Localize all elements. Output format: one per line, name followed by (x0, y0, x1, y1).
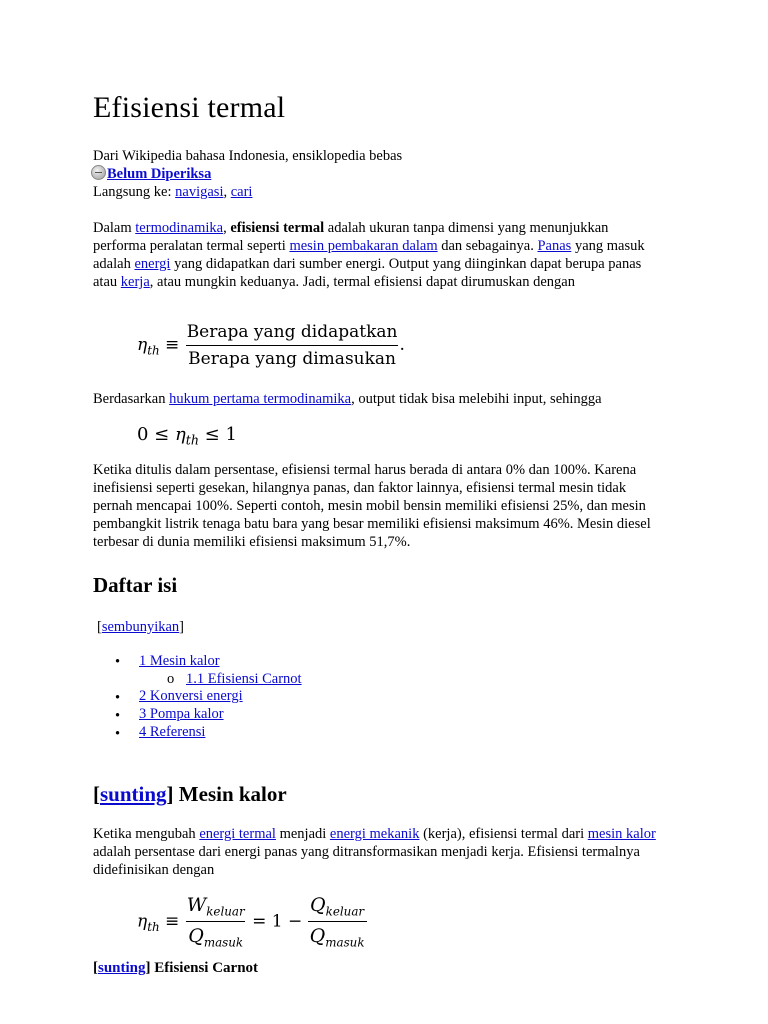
jump-prefix: Langsung ke: (93, 184, 176, 200)
toc-item-efisiensi-carnot[interactable]: 1.1 Efisiensi Carnot (186, 671, 302, 687)
toc-item-referensi[interactable]: 4 Referensi (139, 724, 206, 740)
tagline: Dari Wikipedia bahasa Indonesia, ensiklopedia bebas (93, 148, 403, 164)
link-hukum-pertama[interactable]: hukum pertama termodinamika (169, 391, 352, 407)
toc-bullet: • (115, 654, 121, 670)
formula-heat-engine: $\eta_{th}$ ≡ $\frac{W_{keluar}}{Q_{masuk}}$ = 1 − $\frac{Q_{keluar}}{Q_{masuk}}$ (137, 894, 365, 950)
jump-separator: , (223, 184, 231, 200)
edit-section-link[interactable]: sunting (100, 782, 167, 806)
review-status-icon (91, 165, 106, 180)
review-flag-link[interactable]: Belum Diperiksa (107, 166, 212, 182)
toc-item-mesin-kalor[interactable]: 1 Mesin kalor (139, 653, 220, 669)
paragraph-percentage: Ketika ditulis dalam persentase, efisiensi termal harus berada di antara 0% dan 100%. Karena inefisiensi seperti gesekan, hilangnya panas, dan faktor lainnya, efisiensi termal mesin tidak pernah mencapai 100%. Seperti contoh, mesin mobil bensin memiliki efisiensi 25%, dan mesin pembangkit listrik tenaga batu bara yang besar memiliki efisiensi maksimum 46%. Mesin diesel terbesar di dunia memiliki efisiensi maksimum 51,7%. (93, 462, 651, 550)
jump-navigation-link[interactable]: navigasi (175, 184, 224, 200)
formula-efficiency-ratio: $\eta_{th}$ ≡ $\frac{\text{Berapa yang didapatkan}}{\text{Berapa yang dimasukan}}$ . (137, 322, 405, 369)
link-mesin-kalor[interactable]: mesin kalor (587, 826, 656, 842)
toc-item-konversi-energi[interactable]: 2 Konversi energi (139, 688, 243, 704)
toc-bullet: • (115, 690, 121, 706)
edit-subsection-link[interactable]: sunting (98, 960, 146, 976)
link-kerja[interactable]: kerja (120, 274, 150, 290)
link-mesin-pembakaran[interactable]: mesin pembakaran dalam (289, 238, 438, 254)
section-heading-efisiensi-carnot: [sunting] Efisiensi Carnot (93, 960, 259, 976)
link-energi[interactable]: energi (134, 256, 171, 272)
toc-hide-link[interactable]: sembunyikan (101, 619, 180, 635)
jump-links (93, 183, 252, 201)
toc-bullet: • (115, 726, 121, 742)
jump-search-link[interactable]: cari (230, 184, 253, 200)
intro-paragraph: Dalam termodinamika, efisiensi termal adalah ukuran tanpa dimensi yang menunjukkan performa peralatan termal seperti mesin pembakaran dalam dan sebagainya. Panas yang masuk adalah energi yang didapatkan dari sumber energi. Output yang diinginkan dapat berupa panas atau kerja, atau mungkin keduanya. Jadi, termal efisiensi dapat dirumuskan dengan (93, 220, 645, 290)
bold-term: efisiensi termal (230, 220, 325, 236)
link-panas[interactable]: Panas (537, 238, 572, 254)
toc-heading: Daftar isi (93, 573, 178, 597)
link-termodinamika[interactable]: termodinamika (135, 220, 224, 236)
section-heading-mesin-kalor: [sunting] Mesin kalor (93, 782, 287, 806)
formula-efficiency-bounds: $0 \le \eta_{th} \le 1$ (137, 424, 237, 448)
page-title: Efisiensi termal (93, 91, 286, 124)
toc-bullet: • (115, 708, 121, 724)
toc-toggle: [sembunyikan] (97, 619, 185, 635)
toc-item-pompa-kalor[interactable]: 3 Pompa kalor (139, 706, 224, 722)
paragraph-mesin-kalor: Ketika mengubah energi termal menjadi energi mekanik (kerja), efisiensi termal dari mesin kalor adalah persentase dari energi panas yang ditransformasikan menjadi kerja. Efisiensi termalnya didefinisikan dengan (93, 826, 656, 878)
paragraph-first-law: Berdasarkan hukum pertama termodinamika, output tidak bisa melebihi input, sehingga (93, 391, 602, 407)
link-energi-termal[interactable]: energi termal (199, 826, 276, 842)
review-flag[interactable] (91, 165, 211, 183)
formula1-numerator: Berapa yang didapatkan (186, 322, 398, 342)
toc-sub-bullet: o (167, 671, 175, 687)
link-energi-mekanik[interactable]: energi mekanik (329, 826, 420, 842)
formula1-denominator: Berapa yang dimasukan (186, 345, 398, 369)
